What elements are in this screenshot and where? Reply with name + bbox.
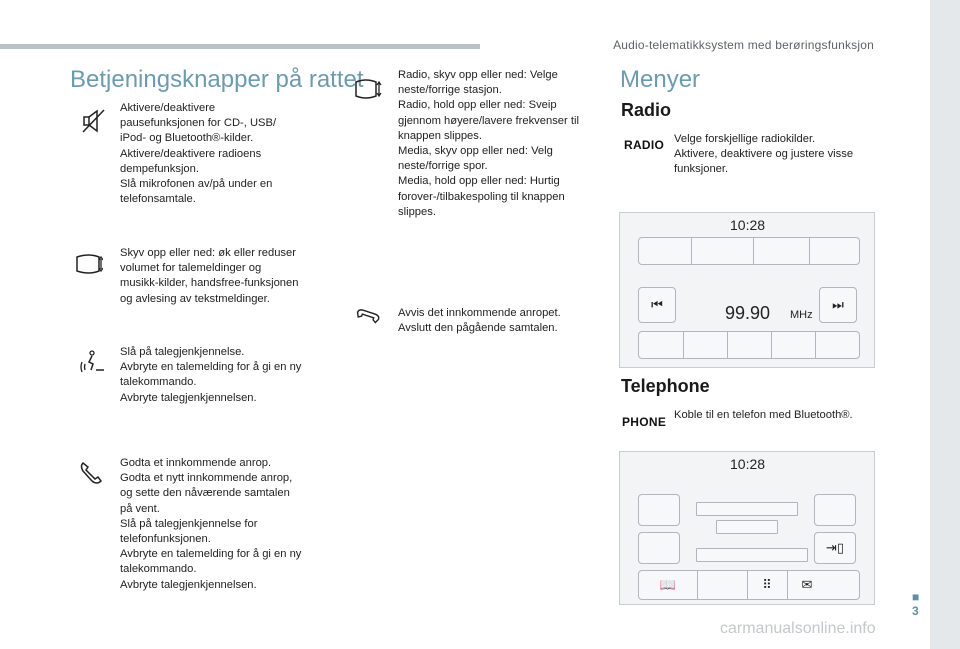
keypad-icon[interactable]: ⠿ [762,577,772,592]
section-title-controls: Betjeningsknapper på rattet [70,66,364,93]
section-title-menus: Menyer [620,66,701,93]
volume-description: Skyv opp eller ned: øk eller reduser volumet for talemeldinger og musikk-kilder, handsfree-funksjonen og avlesing av tekstmeldinger. [120,247,299,305]
radio-screen [619,212,875,368]
voice-command-icon [78,350,106,376]
header-title: Audio-telematikksystem med berøringsfunksjon [613,38,874,52]
phone-hangup-icon [354,304,382,330]
previous-station-button[interactable] [638,287,676,323]
preset-row-top[interactable] [638,237,860,265]
radio-button[interactable]: RADIO [624,138,665,152]
phone-field-middle [716,520,778,534]
volume-wheel-icon [75,251,103,277]
skip-forward-icon: ⏭ [832,297,844,312]
radio-frequency: 99.90 [725,303,771,323]
phone-answer-description: Godta et innkommende anrop. Godta et nytt innkommende anrop, og sette den nåværende samtalen på vent. Slå på talegjenkjennelse for telefonfunksjonen. Avbryte en talemelding for å gi en ny talekommando. Avbryte talegjenkjennelsen. [120,457,302,591]
telephone-heading: Telephone [621,376,710,396]
phone-button-left-top[interactable] [638,494,680,526]
radio-frequency-unit: MHz [790,309,813,321]
next-station-button[interactable] [819,287,857,323]
radio-description: Velge forskjellige radiokilder. Aktivere, deaktivere og justere visse funksjoner. [674,133,854,176]
phone-field-bottom [696,548,808,562]
side-strip [930,0,960,649]
phone-clock: 10:28 [730,456,766,472]
preset-row-bottom[interactable] [638,331,860,359]
phone-connect-icon: ⇥▯ [825,540,845,555]
skip-back-icon: ⏮ [651,297,663,312]
header-rule [0,44,480,49]
watermark: carmanualsonline.info [720,620,876,637]
phone-button-left-bottom[interactable] [638,532,680,564]
mute-icon [80,108,108,134]
phone-screen [619,451,875,605]
voice-description: Slå på talegjenkjennelse. Avbryte en talemelding for å gi en ny talekommando. Avbryte talegjenkjennelsen. [120,346,302,404]
radio-heading: Radio [621,100,672,120]
page-number: 3 [912,604,919,618]
telephone-description: Koble til en telefon med Bluetooth®. [674,409,853,421]
contacts-icon[interactable]: 📖 [659,577,677,592]
scroll-wheel-icon [354,76,382,102]
phone-tab-bar [638,570,860,600]
hangup-description: Avvis det innkommende anropet. Avslutt den pågående samtalen. [398,307,561,335]
radio-clock: 10:28 [730,217,766,233]
phone-button[interactable]: PHONE [622,415,667,429]
phone-button-right-top[interactable] [814,494,856,526]
page-marker: ■ [912,590,920,604]
phone-connect-button[interactable] [814,532,856,564]
messages-icon[interactable]: ✉ [801,577,813,592]
scroll-wheel-description: Radio, skyv opp eller ned: Velge neste/forrige stasjon. Radio, hold opp eller ned: Sveip gjennom høyere/lavere frekvenser til knappen slippes. Media, skyv opp eller ned: Velg neste/forrige spor. Media, hold opp eller ned: Hurtig forover-/tilbakespoling til knappen slippes. [398,69,579,218]
phone-field-top [696,502,798,516]
phone-answer-icon [78,460,106,486]
mute-description: Aktivere/deaktivere pausefunksjonen for CD-, USB/ iPod- og Bluetooth®-kilder. Aktivere/deaktivere radioens dempefunksjon. Slå mikrofonen av/på under en telefonsamtale. [120,102,277,206]
